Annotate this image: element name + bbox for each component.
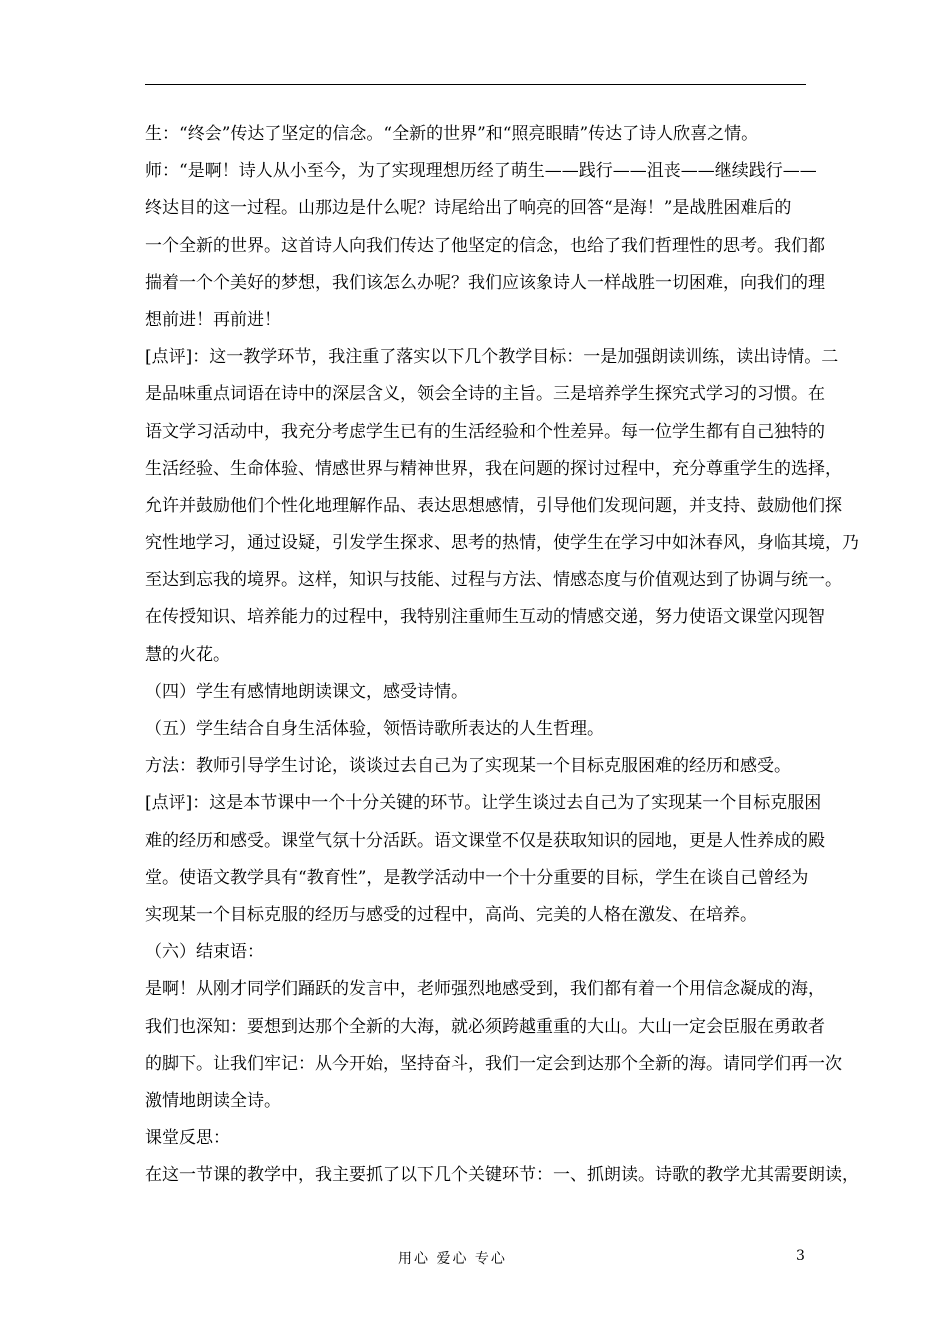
text-line: 慧的火花。 <box>145 644 230 665</box>
text-line: 想前进！再前进！ <box>145 309 281 330</box>
document-body <box>145 122 859 1200</box>
text-line: 师：“是啊！诗人从小至今，为了实现理想历经了萌生——践行——沮丧——继续践行—— <box>145 161 817 182</box>
text-line: 激情地朗读全诗。 <box>145 1090 281 1111</box>
text-line: 堂。使语文教学具有“教育性”，是教学活动中一个十分重要的目标，学生在谈自己曾经为 <box>145 867 809 888</box>
text-line: 我们也深知：要想到达那个全新的大海，就必须跨越重重的大山。大山一定会臣服在勇敢者 <box>145 1016 825 1037</box>
text-line: 究性地学习，通过设疑，引发学生探求、思考的热情，使学生在学习中如沐春风，身临其境，乃 <box>145 533 859 554</box>
text-line: 生：“终会”传达了坚定的信念。“全新的世界”和“照亮眼睛”传达了诗人欣喜之情。 <box>145 124 759 144</box>
text-line: 是啊！从刚才同学们踊跃的发言中，老师强烈地感受到，我们都有着一个用信念凝成的海， <box>145 979 825 1000</box>
text-line: （四）学生有感情地朗读课文，感受诗情。 <box>145 681 468 702</box>
text-line: [点评]：这是本节课中一个十分关键的环节。让学生谈过去自己为了实现某一个目标克服困 <box>145 793 822 814</box>
page-number: 3 <box>796 1248 805 1264</box>
text-line: 在这一节课的教学中，我主要抓了以下几个关键环节：一、抓朗读。诗歌的教学尤其需要朗读， <box>145 1165 859 1186</box>
text-line: 允许并鼓励他们个性化地理解作品、表达思想感情，引导他们发现问题，并支持、鼓励他们探 <box>145 495 842 516</box>
footer-motto: 用心 爱心 专心 <box>398 1251 507 1267</box>
text-line: 方法：教师引导学生讨论，谈谈过去自己为了实现某一个目标克服困难的经历和感受。 <box>145 756 791 777</box>
page-footer <box>0 1248 950 1270</box>
text-line: （六）结束语： <box>145 942 264 963</box>
text-line: 终达目的这一过程。山那边是什么呢？诗尾给出了响亮的回答“是海！”是战胜困难后的 <box>145 198 792 219</box>
text-line: 生活经验、生命体验、情感世界与精神世界，我在问题的探讨过程中，充分尊重学生的选择， <box>145 458 842 479</box>
text-line: [点评]：这一教学环节，我注重了落实以下几个教学目标：一是加强朗读训练，读出诗情。二 <box>145 347 839 368</box>
text-line: 难的经历和感受。课堂气氛十分活跃。语文课堂不仅是获取知识的园地，更是人性养成的殿 <box>145 830 825 851</box>
text-line: 是品味重点词语在诗中的深层含义，领会全诗的主旨。三是培养学生探究式学习的习惯。在 <box>145 384 825 405</box>
text-line: 实现某一个目标克服的经历与感受的过程中，高尚、完美的人格在激发、在培养。 <box>145 904 757 925</box>
text-line: 至达到忘我的境界。这样，知识与技能、过程与方法、情感态度与价值观达到了协调与统一。 <box>145 570 842 591</box>
text-line: 语文学习活动中，我充分考虑学生已有的生活经验和个性差异。每一位学生都有自己独特的 <box>145 421 825 442</box>
text-line: （五）学生结合自身生活体验，领悟诗歌所表达的人生哲理。 <box>145 719 604 739</box>
text-line: 课堂反思： <box>145 1128 230 1149</box>
text-line: 的脚下。让我们牢记：从今开始，坚持奋斗，我们一定会到达那个全新的海。请同学们再一次 <box>145 1053 842 1074</box>
text-line: 揣着一个个美好的梦想，我们该怎么办呢？我们应该象诗人一样战胜一切困难，向我们的理 <box>145 272 825 293</box>
text-line: 一个全新的世界。这首诗人向我们传达了他坚定的信念，也给了我们哲理性的思考。我们都 <box>145 235 825 256</box>
header-rule <box>145 84 806 85</box>
text-line: 在传授知识、培养能力的过程中，我特别注重师生互动的情感交递，努力使语文课堂闪现智 <box>145 607 825 628</box>
